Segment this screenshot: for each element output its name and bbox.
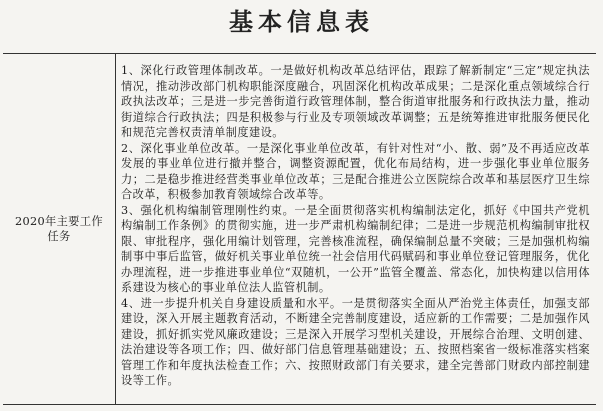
task-paragraph-4: 4、进一步提升机关自身建设质量和水平。一是贯彻落实全面从严治党主体责任，加强支部建设，深入开展主题教育活动，不断建全完善制度建设，适应新的工作需要；二是加强作风建设，抓好抓实党风廉政建设；三是深入开展学习型机关建设，开展综合治理、文明创建、法治建设等各项工作；四、做好部门信息管理基础建设；五、按照档案省一级标准落实档案管理工作和年度执法检查工作；六、按照财政部门有关要求，建全完善部门财政内部控制建设等工作。: [121, 296, 590, 387]
row-label: 2020年主要工作任务: [15, 215, 103, 243]
info-table: [3, 53, 596, 405]
row-label-cell: [3, 54, 116, 404]
task-paragraph-3: 3、强化机构编制管理刚性约束。一是全面贯彻落实机构编制法定化，抓好《中国共产党机构编制工作条例》的贯彻实施，进一步严肃机构编制纪律；二是进一步规范机构编制审批权限、审批程序，强化用编计划管理，完善核准流程，确保编制总量不突破；三是加强机构编制事中事后监管，做好机关事业单位统一社会信用代码赋码和事业单位登记管理服务，优化办理流程，进一步推进事业单位“双随机，一公开”监管全覆盖、常态化，加快构建以信用体系建设为核心的事业单位法人监管机制。: [121, 203, 590, 294]
task-paragraph-2: 2、深化事业单位改革。一是深化事业单位改革，有针对性对“小、散、弱”及不再适应改革发展的事业单位进行撤并整合，调整资源配置，优化布局结构，进一步强化事业单位服务力；二是稳步推进经营类事业单位改革；三是配合推进公立医院综合改革和基层医疗卫生综合改革，积极参加教育领域综合改革等。: [121, 141, 590, 201]
page-title: 基本信息表: [229, 8, 374, 36]
content-cell: [116, 54, 596, 404]
task-paragraph-1: 1、深化行政管理体制改革。一是做好机构改革总结评估，跟踪了解新制定“三定”规定执法情况，推动涉改部门机构职能深度融合，巩固深化机构改革成果；二是深化重点领域综合行政执法改革；三是进一步完善街道行政管理体制，整合街道审批服务和行政执法力量，推动街道综合行政执法；四是积极参与行业及专项领域改革调整；五是统筹推进审批服务便民化和规范完善权责清单制度建设。: [121, 64, 590, 139]
